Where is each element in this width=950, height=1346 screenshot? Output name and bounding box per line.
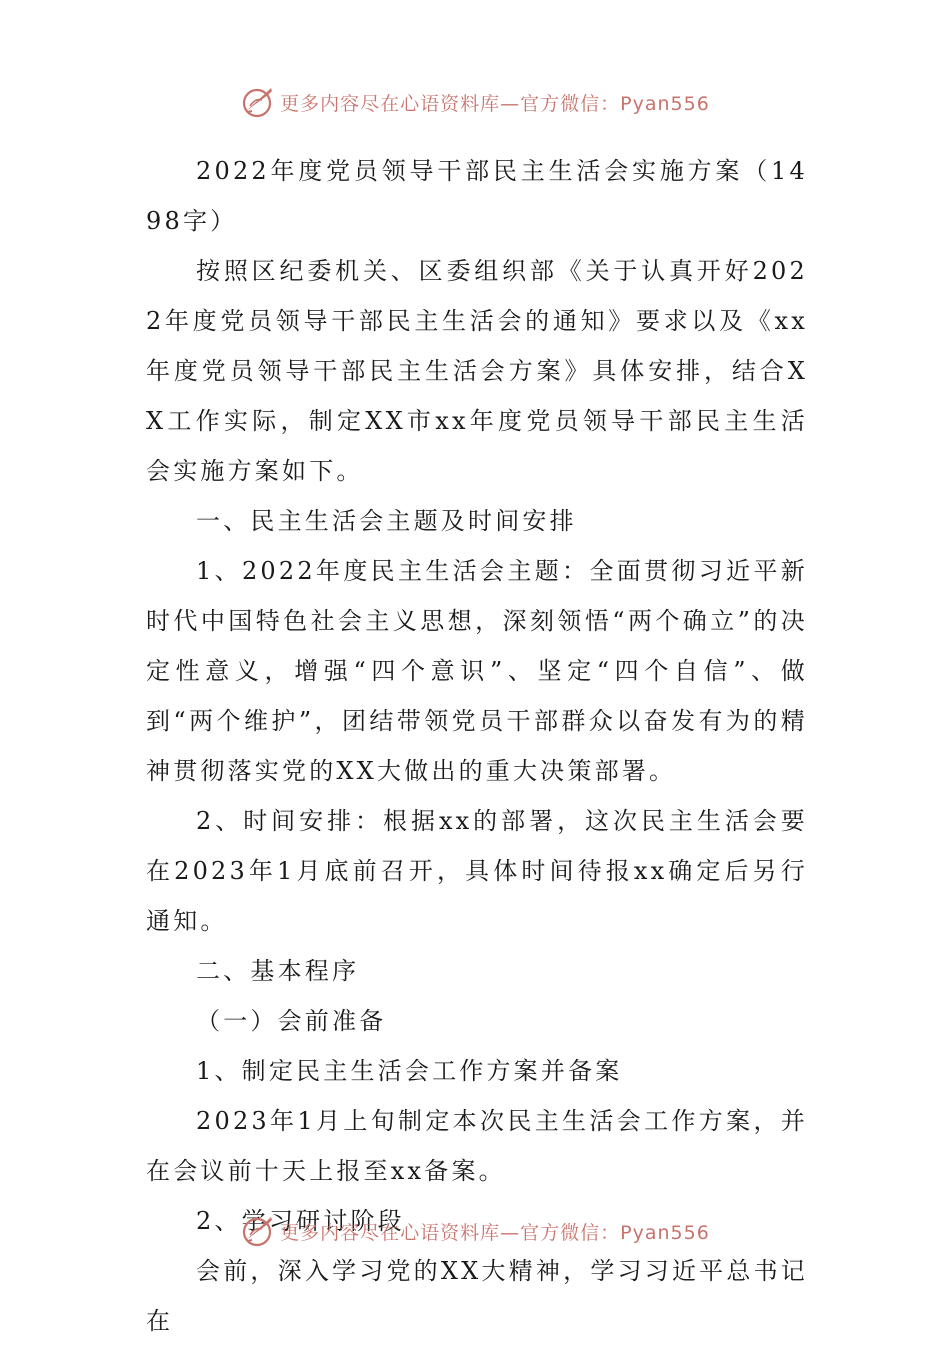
document-body: [146, 146, 808, 1346]
section-heading: 一、民主生活会主题及时间安排: [196, 507, 577, 535]
paragraph: 2023年1月上旬制定本次民主生活会工作方案，并在会议前十天上报至xx备案。: [146, 1107, 808, 1185]
item-heading: 2、学习研讨阶段: [196, 1207, 405, 1235]
paragraph: 按照区纪委机关、区委组织部《关于认真开好2022年度党员领导干部民主生活会的通知》要求以及《xx年度党员领导干部民主生活会方案》具体安排，结合XX工作实际，制定XX市xx年度党员领导干部民主生活会实施方案如下。: [146, 257, 808, 485]
document-title: 2022年度党员领导干部民主生活会实施方案（1498字）: [146, 157, 808, 235]
paragraph: 2、时间安排：根据xx的部署，这次民主生活会要在2023年1月底前召开，具体时间待报xx确定后另行通知。: [146, 807, 808, 935]
watermark-header: [0, 82, 950, 122]
pen-seal-logo-icon: [240, 84, 276, 120]
paragraph: 1、2022年度民主生活会主题：全面贯彻习近平新时代中国特色社会主义思想，深刻领悟“两个确立”的决定性意义，增强“四个意识”、坚定“四个自信”、做到“两个维护”，团结带领党员干部群众以奋发有为的精神贯彻落实党的XX大做出的重大决策部署。: [146, 557, 808, 785]
watermark-text: 更多内容尽在心语资料库—官方微信：Pyan556: [280, 1221, 710, 1244]
subsection-heading: （一）会前准备: [196, 1007, 387, 1035]
paragraph: 会前，深入学习党的XX大精神，学习习近平总书记在: [146, 1257, 808, 1335]
watermark-text: 更多内容尽在心语资料库—官方微信：Pyan556: [280, 92, 710, 115]
section-heading: 二、基本程序: [196, 957, 360, 985]
watermark-footer: [0, 1211, 950, 1251]
item-heading: 1、制定民主生活会工作方案并备案: [196, 1057, 623, 1085]
pen-seal-logo-icon: [240, 1213, 276, 1249]
